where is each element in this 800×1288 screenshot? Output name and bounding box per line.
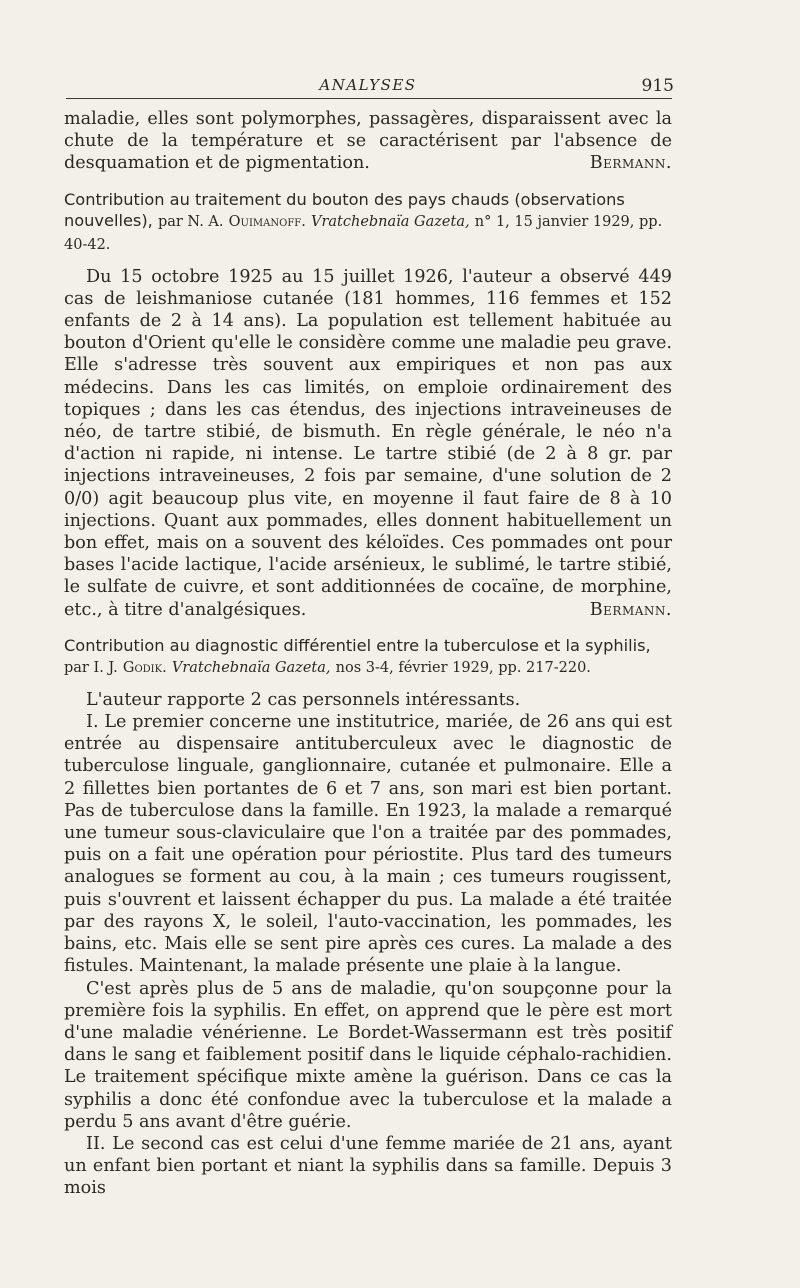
body-paragraph: I. Le premier concerne une institutrice, mariée, de 26 ans qui est entrée au dispensaire antituberculeux avec le diagnostic de tuberculose linguale, ganglionnaire, cutanée et pulmonaire. Elle a 2 fillettes bien portantes de 6 et 7 ans, son mari est bien portant. Pas de tuberculose dans la famille. En 1923, la malade a remarqué une tumeur sous-claviculaire que l'on a traitée par des pommades, puis on a fait une opération pour périostite. Plus tard des tumeurs analogues se forment au cou, à la main ; ces tumeurs rougissent, puis s'ouvrent et laissent échapper du pus. La malade a été traitée par des rayons X, le soleil, l'auto-vaccination, les pommades, les bains, etc. Mais elle se sent pire après ces cures. La malade a des fistules. Maintenant, la malade présente une plaie à la langue. <box>64 712 672 977</box>
article-journal: Vratchebnaïa Gazeta, <box>310 213 470 230</box>
article-author: Ouimanoff. <box>228 213 306 230</box>
body-paragraph <box>64 266 672 621</box>
article-reference: n° 1, 15 janvier 1929, pp. 40-42. <box>64 213 663 253</box>
spacer <box>64 256 672 266</box>
section-continuation <box>64 108 672 175</box>
running-head <box>64 72 672 98</box>
continuation-paragraph <box>64 108 672 175</box>
article-heading <box>64 189 672 256</box>
signature: Bermann. <box>589 153 672 174</box>
body-paragraph: C'est après plus de 5 ans de maladie, qu'on soupçonne pour la première fois la syphilis. En effet, on apprend que le père est mort d'une maladie vénérienne. Le Bordet-Wassermann est très positif dans le sang et faiblement positif dans le liquide céphalo-rachidien. Le traitement spécifique mixte amène la guérison. Dans ce cas la syphilis a donc été confondue avec la tuberculose et la malade a perdu 5 ans avant d'être guérie. <box>64 978 672 1132</box>
signature: Bermann. <box>589 599 672 620</box>
continuation-text: maladie, elles sont polymorphes, passagères, disparaissent avec la chute de la température et se caractérisent par l'absence de desquamation et de pigmentation. <box>64 109 672 174</box>
article-by: par N. A. <box>157 213 224 230</box>
article-title: Contribution au diagnostic différentiel entre la tuberculose et la syphilis, <box>64 635 651 655</box>
running-title: ANALYSES <box>319 76 417 94</box>
body-paragraph: L'auteur rapporte 2 cas personnels intéressants. <box>86 689 521 710</box>
article-title: Contribution au traitement du bouton des pays chauds (observations nouvelles), <box>64 189 625 230</box>
article-author: Godik. <box>122 659 167 676</box>
article-journal: Vratchebnaïa Gazeta, <box>171 659 331 676</box>
article-heading <box>64 635 672 679</box>
header-rule <box>66 98 672 99</box>
page <box>64 72 672 1200</box>
body-paragraph: II. Le second cas est celui d'une femme mariée de 21 ans, ayant un enfant bien portant et niant la syphilis dans sa famille. Depuis 3 mois <box>64 1133 672 1199</box>
body-text: Du 15 octobre 1925 au 15 juillet 1926, l'auteur a observé 449 cas de leishmaniose cutanée (181 hommes, 116 femmes et 152 enfants de 2 à 14 ans). La population est tellement habituée au bouton d'Orient qu'elle le considère comme une maladie peu grave. Elle s'adresse très souvent aux empiriques et non pas aux médecins. Dans les cas limités, on emploie ordinairement des topiques ; dans les cas étendus, des injections intraveineuses de néo, de tartre stibié, de bismuth. En règle générale, le néo n'a d'action ni rapide, ni intense. Le tartre stibié (de 2 à 8 gr. par injections intraveineuses, 2 fois par semaine, d'une solution de 2 0/0) agit beaucoup plus vite, en moyenne il faut faire de 8 à 10 injections. Quant aux pommades, elles donnent habituellement un bon effet, mais on a souvent des kéloïdes. Ces pommades ont pour bases l'acide lactique, l'acide arsénieux, le sublimé, le tartre stibié, le sulfate de cuivre, et sont additionnées de cocaïne, de morphine, etc., à titre d'analgésiques. <box>64 266 672 620</box>
spacer <box>64 679 672 689</box>
article-reference: nos 3-4, février 1929, pp. 217-220. <box>335 659 591 676</box>
page-number: 915 <box>641 76 674 96</box>
article-body <box>64 266 672 621</box>
article-by: par I. J. <box>64 659 118 676</box>
